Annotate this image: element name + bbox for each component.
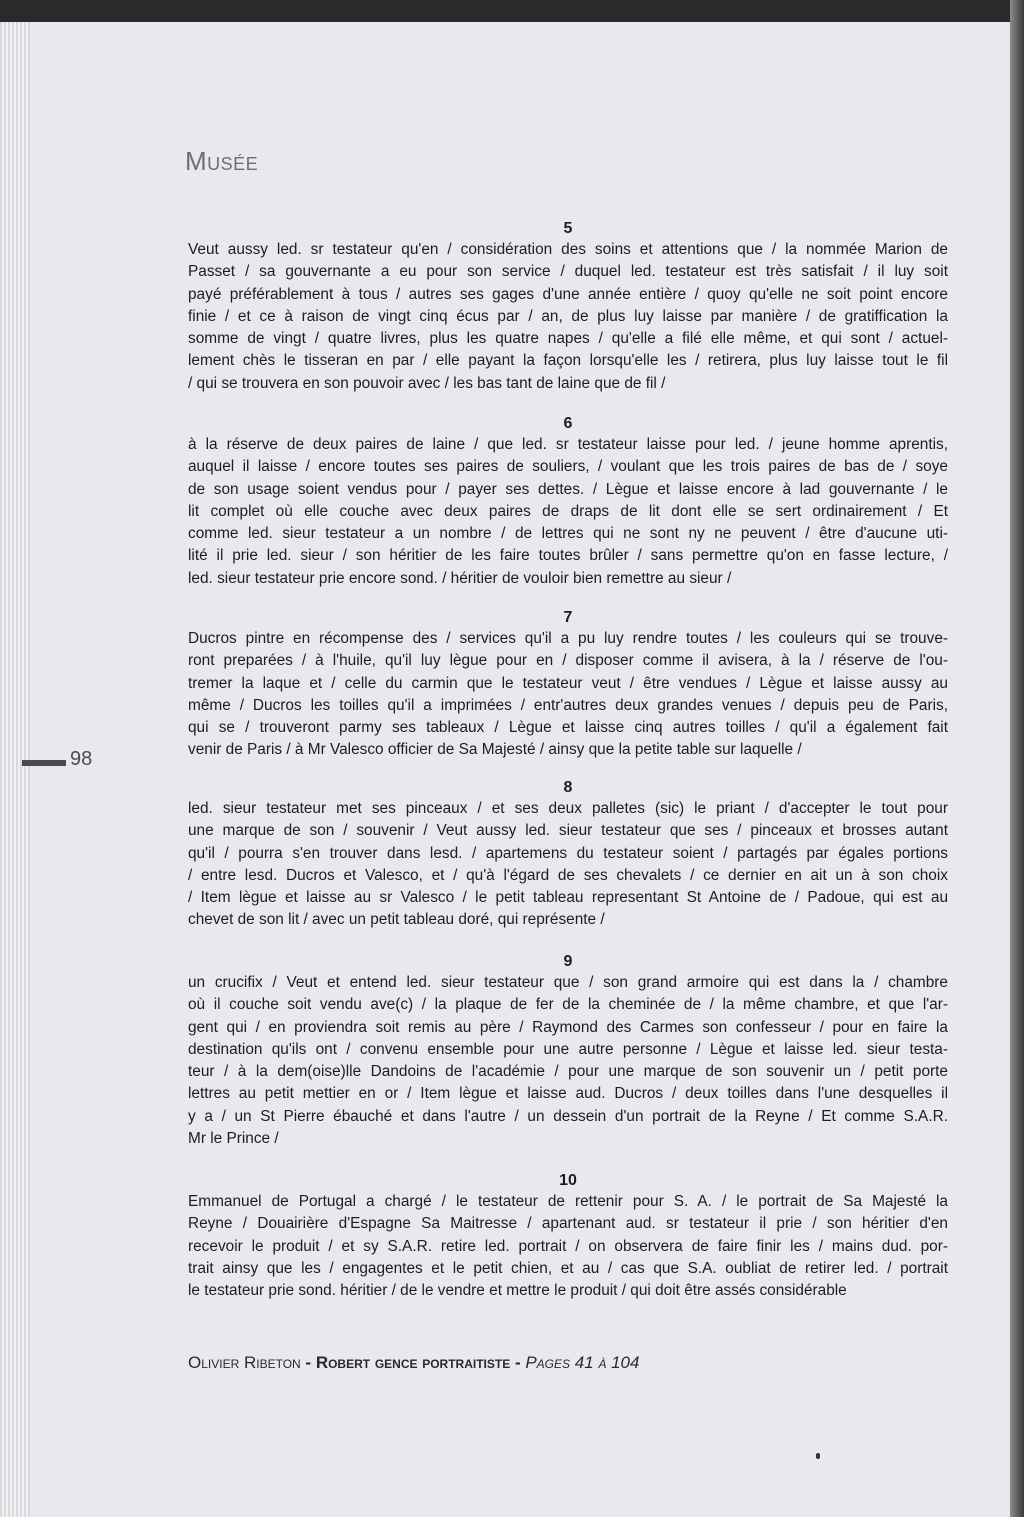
- section-6: [188, 413, 948, 590]
- text-line: gent qui / en proviendra soit remis au père / Raymond des Carmes son confesseur / pour en faire la: [188, 1018, 948, 1036]
- running-footer: Olivier Ribeton - Robert gence portraitiste - Pages 41 à 104: [188, 1353, 640, 1372]
- text-line: recevoir le produit / et sy S.A.R. retire led. portrait / on observera de faire finir les / mains dud. por-: [188, 1237, 948, 1255]
- text-line: où il couche soit vendu ave(c) / la plaque de fer de la cheminée de / la même chambre, et que l'ar-: [188, 996, 948, 1014]
- footer-pages: Pages 41 à 104: [525, 1353, 640, 1372]
- text-line: lettres au petit mettier en or / Item lègue et laisse aud. Ducros / deux toilles dans l'une desquelles il: [188, 1085, 948, 1103]
- text-line: Veut aussy led. sr testateur qu'en / considération des soins et attentions que / la nommée Marion de: [188, 241, 948, 258]
- text-line: le testateur prie sond. héritier / de le vendre et mettre le produit / qui doit être assés considérable: [188, 1282, 847, 1300]
- text-line: led. sieur testateur met ses pinceaux / et ses deux palletes (sic) le priant / d'accepter le tout pour: [188, 800, 948, 817]
- footer-title: Robert gence portraitiste: [315, 1353, 511, 1372]
- page-stack-edge: [0, 22, 30, 1517]
- text-line: Passet / sa gouvernante a eu pour son service / duquel led. testateur est très satisfait / il luy soit: [188, 263, 948, 281]
- scan-top-edge: [0, 0, 1024, 22]
- text-line: led. sieur testateur prie encore sond. / héritier de vouloir bien remettre au sieur /: [188, 569, 732, 587]
- text-line: Ducros pintre en récompense des / services qu'il a pu luy rendre toutes / les couleurs qui se trouve-: [188, 630, 948, 647]
- text-line: trait ainsy que les / engagentes et le petit chien, et au / cas que S.A. oubliat de retirer led. / portrait: [188, 1259, 948, 1277]
- text-line: lité il prie led. sieur / son héritier de les faire toutes brûler / sans permettre qu'on en fasse lecture, /: [188, 547, 948, 565]
- text-line: Reyne / Douairière d'Espagne Sa Maitresse / apartenant aud. sr testateur il prie / son héritier d'en: [188, 1215, 948, 1233]
- text-line: / entre lesd. Ducros et Valesco, et / qu'à l'égard de ses chevalets / ce dernier en ait un à son choix: [188, 866, 948, 884]
- text-line: payé préférablement à tous / autres ses gages d'une année entière / quoy qu'elle ne soit point encore: [188, 285, 948, 303]
- text-line: une marque de son / souvenir / Veut aussy led. sieur testateur que ses / pinceaux et brosses autant: [188, 822, 948, 840]
- section-9: [188, 951, 948, 1150]
- ink-speck: [816, 1453, 820, 1459]
- text-line: lit complet où elle couche avec deux paires de draps de lit dont elle se sert ordinairement / Et: [188, 502, 948, 520]
- section-number: 6: [563, 415, 573, 432]
- text-line: à la réserve de deux paires de laine / que led. sr testateur laisse pour led. / jeune homme aprentis,: [188, 436, 948, 453]
- text-line: même / Ducros les toilles qu'il a imprimées / entr'autres deux grandes venues / depuis peu de Paris,: [188, 696, 948, 714]
- section-number: 10: [559, 1172, 577, 1189]
- section-5: [188, 218, 948, 395]
- section-10: [188, 1170, 948, 1302]
- text-line: Emmanuel de Portugal a chargé / le testateur de rettenir pour S. A. / le portrait de Sa Majesté la: [188, 1193, 948, 1210]
- text-line: teur / à la dem(oise)lle Dandoins de l'académie / pour une marque de son souvenir un / petit porte: [188, 1063, 948, 1081]
- text-line: un crucifix / Veut et entend led. sieur testateur que / son grand armoire qui est dans la / chambre: [188, 974, 948, 991]
- section-number: 7: [563, 609, 573, 626]
- text-line: y a / un St Pierre ébauché et dans l'autre / un dessein d'un portrait de la Reyne / Et comme S.A.R.: [188, 1107, 948, 1125]
- text-line: finie / et ce à raison de vingt cinq écus par / an, de plus luy laisse par manière / de gratiffication la: [188, 307, 948, 325]
- text-line: Mr le Prince /: [188, 1130, 279, 1148]
- text-line: destination qu'ils ont / convenu ensemble pour une autre personne / Lègue et laisse led. sieur testa-: [188, 1040, 948, 1058]
- text-line: de son usage soient vendus pour / payer ses dettes. / Lègue et laisse encore à lad gouvernante / le: [188, 480, 948, 498]
- section-number: 5: [563, 220, 573, 237]
- text-line: comme led. sieur testateur a un nombre / de lettres qui ne sont ny ne peuvent / être d'aucune uti-: [188, 525, 948, 543]
- section-8: [188, 777, 948, 932]
- text-line: venir de Paris / à Mr Valesco officier de Sa Majesté / ainsy que la petite table sur laquelle /: [188, 741, 802, 759]
- running-header: Musée: [185, 146, 259, 176]
- page-number: 98: [70, 748, 93, 770]
- text-line: qui se / trouveront parmy ses tableaux / Lègue et laisse cinq autres toilles / qu'il a également fait: [188, 719, 948, 737]
- scan-right-edge: [1010, 0, 1024, 1517]
- section-number: 8: [563, 779, 573, 796]
- text-line: ront preparées / à l'huile, qu'il luy lègue pour en / disposer comme il avisera, à la / réserve de l'ou-: [188, 652, 948, 670]
- text-line: somme de vingt / quatre livres, plus les quatre napes / qu'elle a filé elle même, et qui sont / actuel-: [188, 330, 948, 348]
- text-line: / qui se trouvera en son pouvoir avec / les bas tant de laine que de fil /: [188, 374, 666, 392]
- text-line: auquel il laisse / encore toutes ses paires de souliers, / voulant que les trois paires de bas de / soye: [188, 458, 948, 476]
- section-7: [188, 607, 948, 762]
- text-line: lement chès le tisseran en par / elle payant la façon lorsqu'elle les / retirera, plus luy laisse tout le fil: [188, 352, 948, 370]
- text-line: tremer la laque et / celle du carmin que le testateur veut / être vendues / Lègue et laisse aussy au: [188, 674, 948, 692]
- text-line: chevet de son lit / avec un petit tableau doré, qui représente /: [188, 911, 605, 929]
- text-line: qu'il / pourra s'en trouver dans lesd. / apartemens du testateur soient / partagés par égales portions: [188, 844, 948, 862]
- page-number-marker: [22, 760, 66, 766]
- text-line: / Item lègue et laisse au sr Valesco / le petit tableau representant St Antoine de / Padoue, qui est au: [188, 889, 948, 907]
- footer-author: Olivier Ribeton: [188, 1353, 301, 1372]
- section-number: 9: [563, 953, 573, 970]
